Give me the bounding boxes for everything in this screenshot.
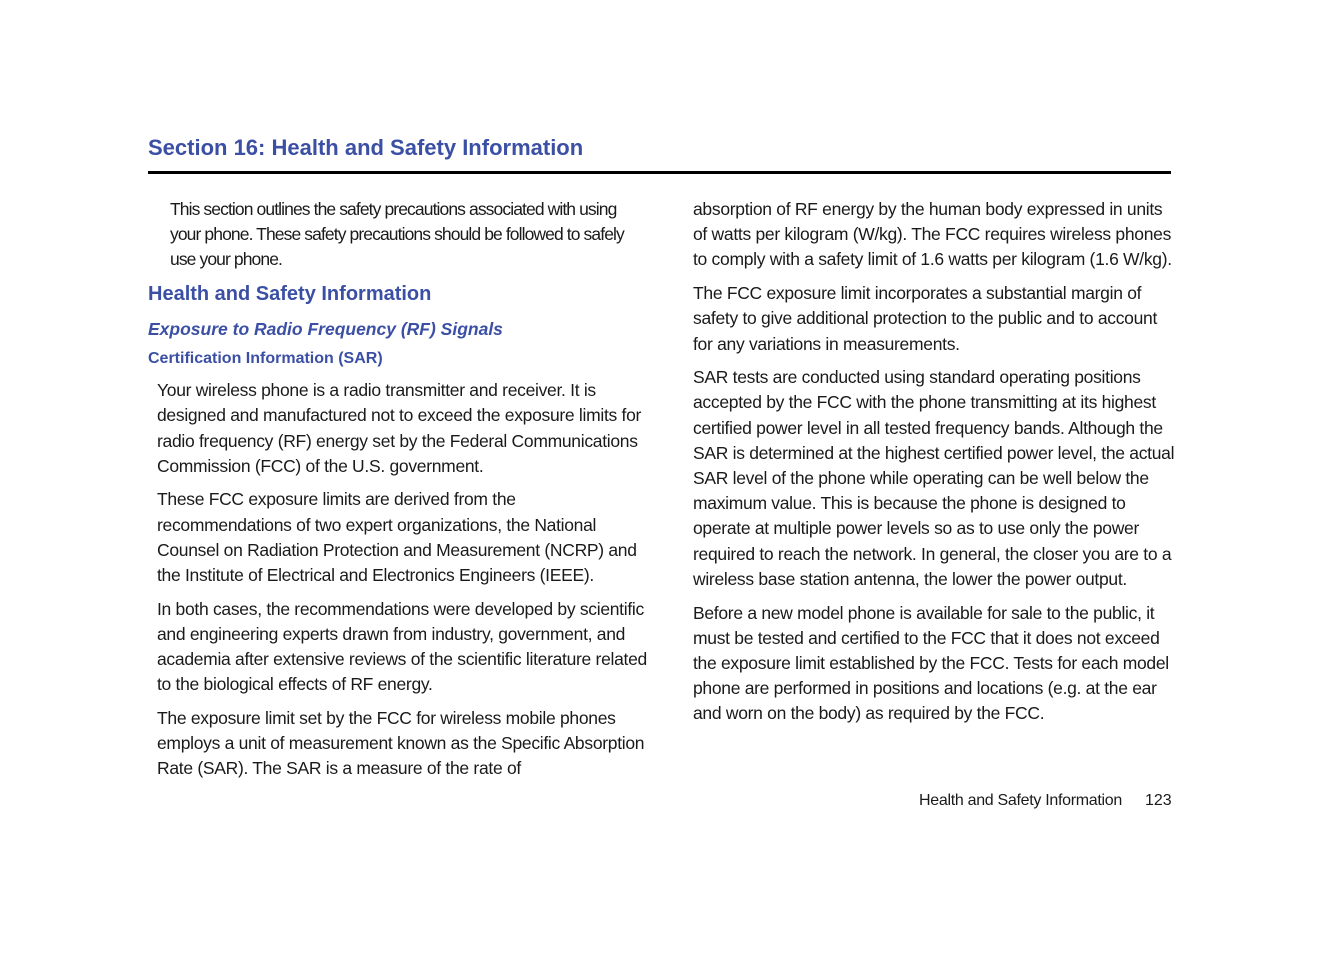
right-column <box>693 197 1179 735</box>
page-number: 123 <box>1145 792 1172 809</box>
body-paragraph: Before a new model phone is available for sale to the public, it must be tested and certified to the FCC that it does not exceed the exposure limit established by the FCC. Tests for each model phone are performed in positions and locations (e.g. at the ear and worn on the body) as required by the FCC. <box>693 602 1169 724</box>
subsubsection-heading: Certification Information (SAR) <box>148 350 383 368</box>
page-title: Section 16: Health and Safety Information <box>148 135 584 160</box>
body-paragraph: In both cases, the recommendations were developed by scientific and engineering experts drawn from industry, government, and academia after extensive reviews of the scientific literature related to the biological effects of RF energy. <box>157 598 647 695</box>
body-paragraph: The exposure limit set by the FCC for wireless mobile phones employs a unit of measurement known as the Specific Absorption Rate (SAR). The SAR is a measure of the rate of <box>157 708 645 779</box>
left-column <box>148 197 648 790</box>
body-paragraph: absorption of RF energy by the human body expressed in units of watts per kilogram (W/kg). The FCC requires wireless phones to comply with a safety limit of 1.6 watts per kilogram (1.6 W/kg). <box>693 199 1172 270</box>
intro-paragraph: This section outlines the safety precautions associated with using your phone. These safety precautions should be followed to safely use your phone. <box>170 199 624 270</box>
body-paragraph: SAR tests are conducted using standard operating positions accepted by the FCC with the phone transmitting at its highest certified power level in all tested frequency bands. Although the SAR is determined at the highest certified power level, the actual SAR level of the phone while operating can be well below the maximum value. This is because the phone is designed to operate at multiple power levels so as to use only the power required to reach the network. In general, the closer you are to a wireless base station antenna, the lower the power output. <box>693 367 1175 589</box>
subsection-heading: Exposure to Radio Frequency (RF) Signals <box>148 319 503 340</box>
body-paragraph: These FCC exposure limits are derived from the recommendations of two expert organizations, the National Counsel on Radiation Protection and Measurement (NCRP) and the Institute of Electrical and Electronics Engineers (IEEE). <box>157 489 637 586</box>
footer-section-label: Health and Safety Information <box>919 792 1122 809</box>
section-heading: Health and Safety Information <box>148 283 432 306</box>
title-divider <box>148 171 1171 174</box>
body-paragraph: Your wireless phone is a radio transmitter and receiver. It is designed and manufactured not to exceed the exposure limits for radio frequency (RF) energy set by the Federal Communications Commission (FCC) of the U.S. government. <box>157 380 642 476</box>
body-paragraph: The FCC exposure limit incorporates a substantial margin of safety to give additional protection to the public and to account for any variations in measurements. <box>693 283 1158 354</box>
